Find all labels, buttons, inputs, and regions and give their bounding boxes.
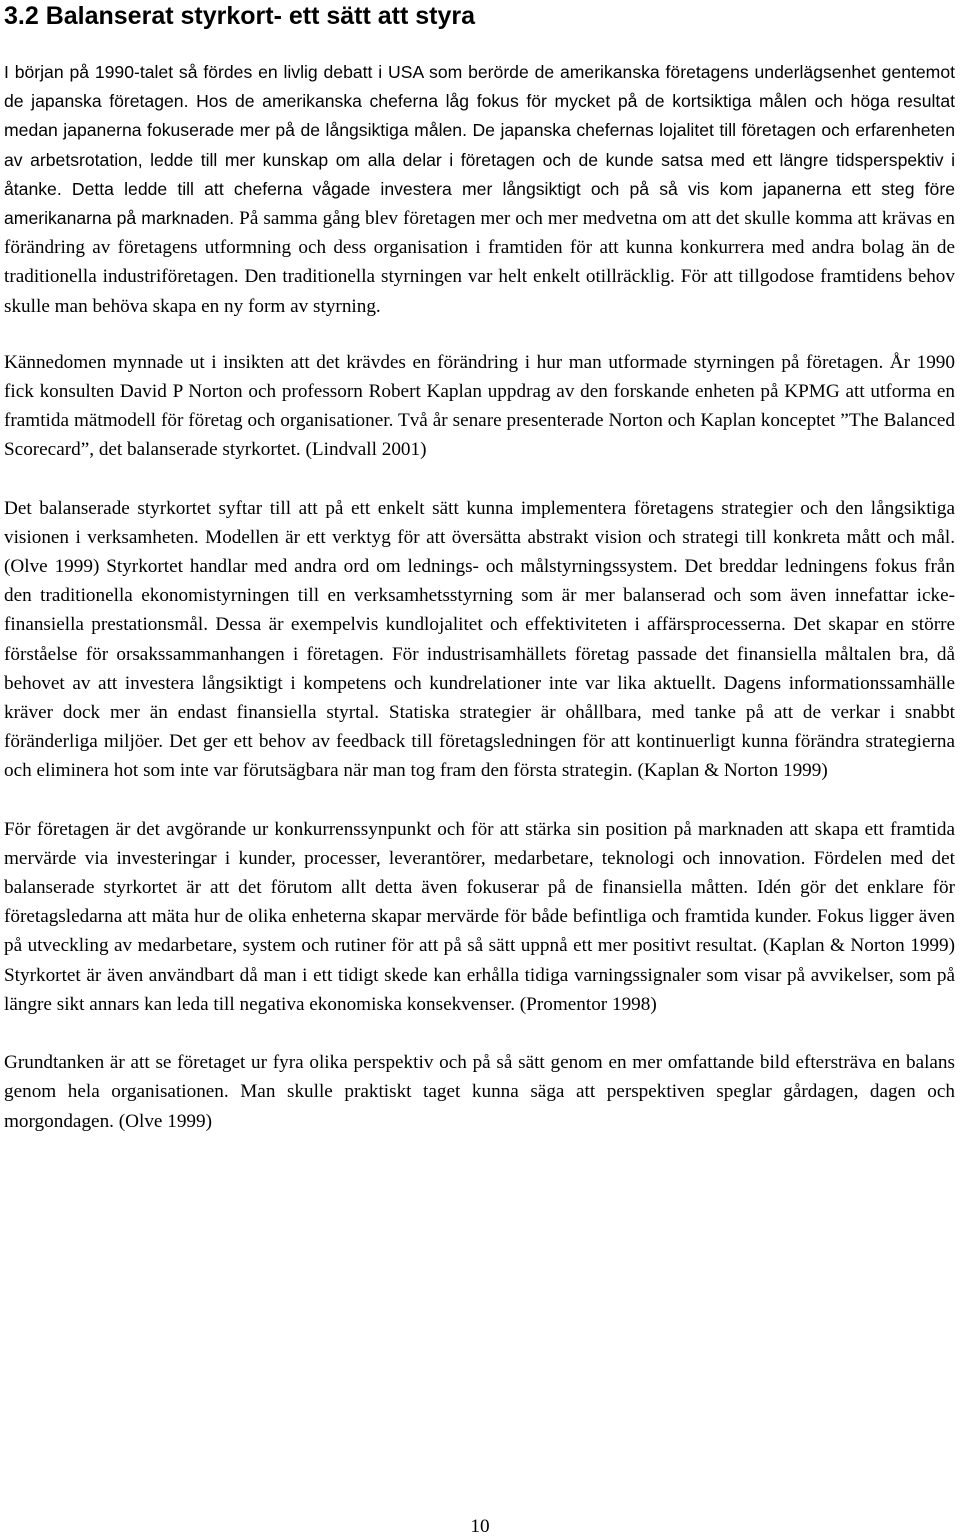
document-page [4,0,955,1136]
page-number: 10 [470,1516,490,1537]
paragraph-3: Det balanserade styrkortet syftar till att på ett enkelt sätt kunna implementera företagens strategier och den långsiktiga visionen i verksamheten. Modellen är ett verktyg för att översätta abstrakt vision och strategi till konkreta mått och mål. (Olve 1999) Styrkortet handlar med andra ord om lednings- och målstyrningssystem. Det breddar ledningens fokus från den traditionella ekonomistyrningen till en verksamhetsstyrning som är mer balanserad och som även innefattar icke-finansiella prestationsmål. Dessa är exempelvis kundlojalitet och effektiviteten i affärsprocesserna. Det skapar en större förståelse för orsakssammanhangen i företagen. För industrisamhällets företag passade det finansiella måltalen bra, då behovet av att investera långsiktigt i kompetens och kundrelationer inte var lika aktuellt. Dagens informationssamhälle kräver dock mer än endast finansiella styrtal. Statiska strategier är ohållbara, med tanke på att de verkar i snabbt föränderliga miljöer. Det ger ett behov av feedback till företagsledningen för att kontinuerligt kunna förändra strategierna och eliminera hot som inte var förutsägbara när man tog fram den första strategin. (Kaplan & Norton 1999) [4,497,955,782]
paragraph-2: Kännedomen mynnade ut i insikten att det krävdes en förändring i hur man utformade styrningen på företagen. År 1990 fick konsulten David P Norton och professorn Robert Kaplan uppdrag av den forskande enheten på KPMG att utforma en framtida mätmodell för företag och organisationer. Två år senare presenterade Norton och Kaplan konceptet ”The Balanced Scorecard”, det balanserade styrkortet. (Lindvall 2001) [4,351,955,461]
paragraph-5: Grundtanken är att se företaget ur fyra olika perspektiv och på så sätt genom en mer omfattande bild eftersträva en balans genom hela organisationen. Man skulle praktiskt taget kunna säga att perspektiven speglar gårdagen, dagen och morgondagen. (Olve 1999) [4,1052,955,1132]
paragraph-4: För företagen är det avgörande ur konkurrenssynpunkt och för att stärka sin position på marknaden att skapa ett framtida mervärde via investeringar i kunder, processer, leverantörer, medarbetare, teknologi och innovation. Fördelen med det balanserade styrkortet är att det förutom allt detta även fokuserar på de finansiella måtten. Idén gör det enklare för företagsledarna att mäta hur de olika enheterna skapar mervärde för både befintliga och framtida kunder. Fokus ligger även på utveckling av medarbetare, system och rutiner för att på så sätt uppnå ett mer positivt resultat. (Kaplan & Norton 1999) Styrkortet är även användbart då man i ett tidigt skede kan erhålla tidiga varningssignaler som visar på avvikelser, som på längre sikt annars kan leda till negativa ekonomiska konsekvenser. (Promentor 1998) [4,818,955,1015]
paragraph-1-serif-part: På samma gång blev företagen mer och mer medvetna om att det skulle komma att krävas en förändring av företagens utformning och dess organisation i framtiden för att kunna konkurrera med andra bolag än de traditionella industriföretagen. Den traditionella styrningen var helt enkelt otillräcklig. För att tillgodose framtidens behov skulle man behöva skapa en ny form av styrning. [4,208,956,317]
paragraph-1 [4,58,955,321]
paragraph-1-sans-part: I början på 1990-talet så fördes en livlig debatt i USA som berörde de amerikanska företagens underlägsenhet gentemot de japanska företagen. Hos de amerikanska cheferna låg fokus för mycket på de kortsiktiga målen och höga resultat medan japanerna fokuserade mer på de långsiktiga målen. De japanska chefernas lojalitet till företagen och erfarenheten av arbetsrotation, ledde till mer kunskap om alla delar i företagen och de kunde satsa med ett längre tidsperspektiv i åtanke. Detta ledde till att cheferna vågade investera mer långsiktigt och på så vis kom japanerna ett steg före amerikanarna på marknaden. [4,62,955,229]
section-heading: 3.2 Balanserat styrkort- ett sätt att styra [4,2,476,30]
